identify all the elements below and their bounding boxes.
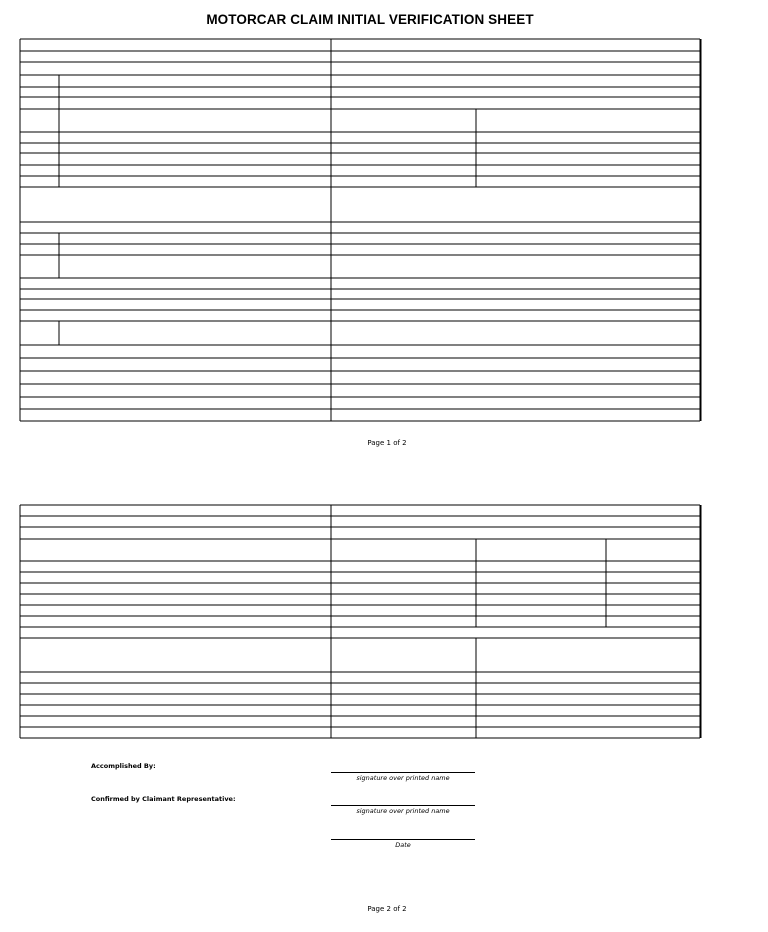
document-title: MOTORCAR CLAIM INITIAL VERIFICATION SHEET [206,12,534,27]
accomplished-by-label: Accomplished By: [91,762,156,770]
accomplished-signature-line[interactable] [331,772,475,773]
accomplished-signature-caption: signature over printed name [356,774,450,782]
page-2-footer: Page 2 of 2 [367,905,407,913]
confirmed-signature-caption: signature over printed name [356,807,450,815]
confirmed-by-label: Confirmed by Claimant Representative: [91,795,236,803]
date-line[interactable] [331,839,475,840]
date-caption: Date [395,841,411,849]
confirmed-signature-line[interactable] [331,805,475,806]
page-1-footer: Page 1 of 2 [367,439,407,447]
